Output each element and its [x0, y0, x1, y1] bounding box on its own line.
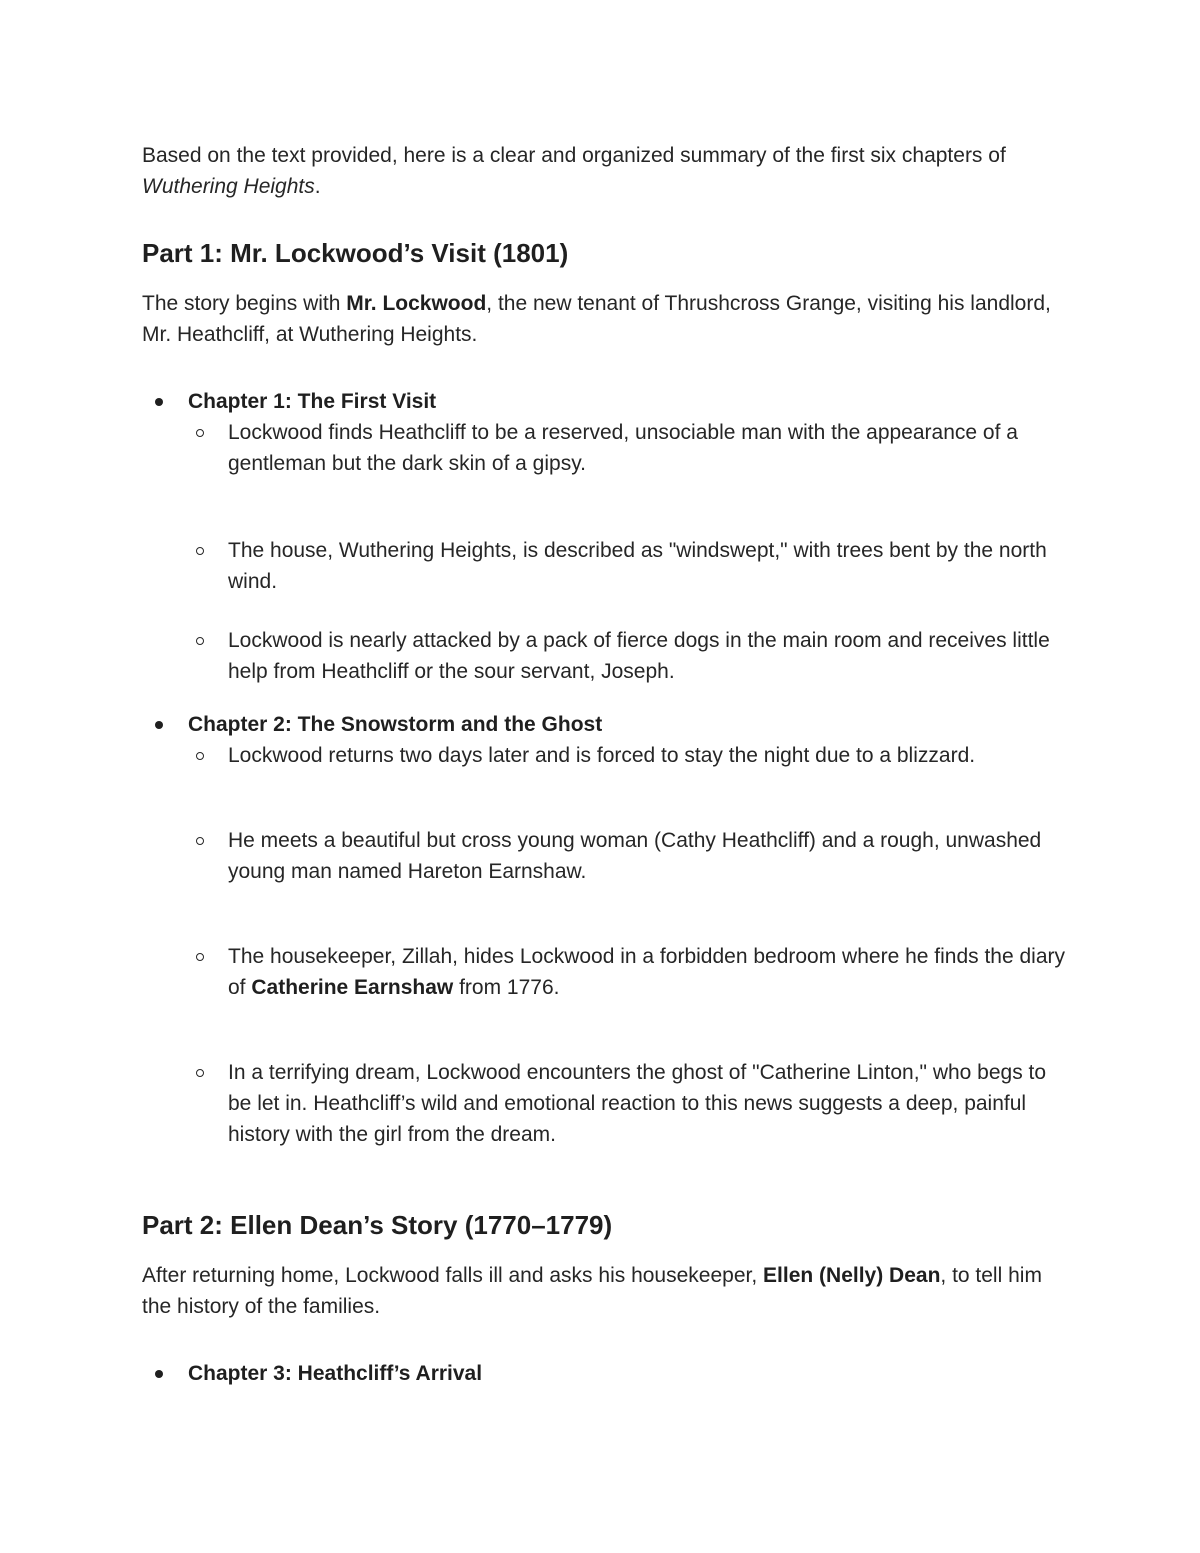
- bullet-circle-icon: [196, 752, 204, 760]
- bullet-circle-icon: [196, 547, 204, 555]
- bullet-disc-icon: [155, 721, 163, 729]
- chapter-1-title: Chapter 1: The First Visit: [188, 390, 437, 413]
- bullet-circle-icon: [196, 1069, 204, 1077]
- part2-desc-bold: Ellen (Nelly) Dean: [763, 1264, 941, 1287]
- list-item: [188, 535, 1067, 597]
- point-text: Lockwood returns two days later and is forced to stay the night due to a blizzard.: [228, 744, 976, 767]
- part2-chapter-list: [142, 1358, 1067, 1389]
- point-text: He meets a beautiful but cross young woman (Cathy Heathcliff) and a rough, unwashed young man named Hareton Earnshaw.: [228, 829, 1042, 883]
- chapter-2-title: Chapter 2: The Snowstorm and the Ghost: [188, 713, 603, 736]
- intro-text: Based on the text provided, here is a clear and organized summary of the first six chapters of: [142, 144, 1006, 167]
- list-item: [188, 740, 1067, 771]
- chapter-2-item: [142, 709, 1067, 1150]
- point-text: Lockwood is nearly attacked by a pack of fierce dogs in the main room and receives little help from Heathcliff or the sour servant, Joseph.: [228, 629, 1050, 683]
- document-page: [142, 140, 1067, 1411]
- bullet-circle-icon: [196, 953, 204, 961]
- bullet-disc-icon: [155, 1370, 163, 1378]
- part2-heading: Part 2: Ellen Dean’s Story (1770–1779): [142, 1210, 613, 1240]
- bullet-disc-icon: [155, 398, 163, 406]
- part1-desc-bold: Mr. Lockwood: [346, 292, 487, 315]
- part1-desc-post: , the new tenant of Thrushcross Grange, visiting his landlord, Mr. Heathcliff, at Wuthering Heights.: [142, 292, 1051, 346]
- intro-paragraph: [142, 140, 1067, 202]
- part2-desc-post: , to tell him the history of the families.: [142, 1264, 1042, 1318]
- part1-chapter-list: [142, 386, 1067, 1150]
- part2-description: [142, 1260, 1067, 1322]
- point-text: In a terrifying dream, Lockwood encounters the ghost of "Catherine Linton," who begs to be let in. Heathcliff’s wild and emotional reaction to this news suggests a deep, painful history with the girl from the dream.: [228, 1061, 1047, 1146]
- bullet-circle-icon: [196, 837, 204, 845]
- list-item: [188, 825, 1067, 887]
- part2-desc-pre: After returning home, Lockwood falls ill and asks his housekeeper,: [142, 1264, 764, 1287]
- list-item: [188, 941, 1067, 1003]
- book-title: Wuthering Heights: [142, 175, 315, 198]
- part1-desc-pre: The story begins with: [142, 292, 347, 315]
- list-item: [188, 625, 1067, 687]
- bullet-circle-icon: [196, 429, 204, 437]
- point-text-pre: The housekeeper, Zillah, hides Lockwood in a forbidden bedroom where he finds the diary of: [228, 945, 1066, 999]
- part1-description: [142, 288, 1067, 350]
- part1-heading: Part 1: Mr. Lockwood’s Visit (1801): [142, 238, 569, 268]
- catherine-earnshaw-bold: Catherine Earnshaw: [251, 976, 454, 999]
- chapter-1-points: [188, 417, 1067, 687]
- chapter-2-points: [188, 740, 1067, 1150]
- intro-end: .: [314, 175, 321, 198]
- list-item: [188, 1057, 1067, 1150]
- point-text: [228, 945, 1065, 999]
- bullet-circle-icon: [196, 637, 204, 645]
- list-item: [188, 417, 1067, 479]
- point-text: The house, Wuthering Heights, is described as "windswept," with trees bent by the north wind.: [228, 539, 1047, 593]
- chapter-3-title: Chapter 3: Heathcliff’s Arrival: [188, 1362, 483, 1385]
- chapter-1-item: [142, 386, 1067, 687]
- chapter-3-item: [142, 1358, 1067, 1389]
- point-text: Lockwood finds Heathcliff to be a reserved, unsociable man with the appearance of a gentleman but the dark skin of a gipsy.: [228, 421, 1018, 475]
- point-text-post: from 1776.: [453, 976, 560, 999]
